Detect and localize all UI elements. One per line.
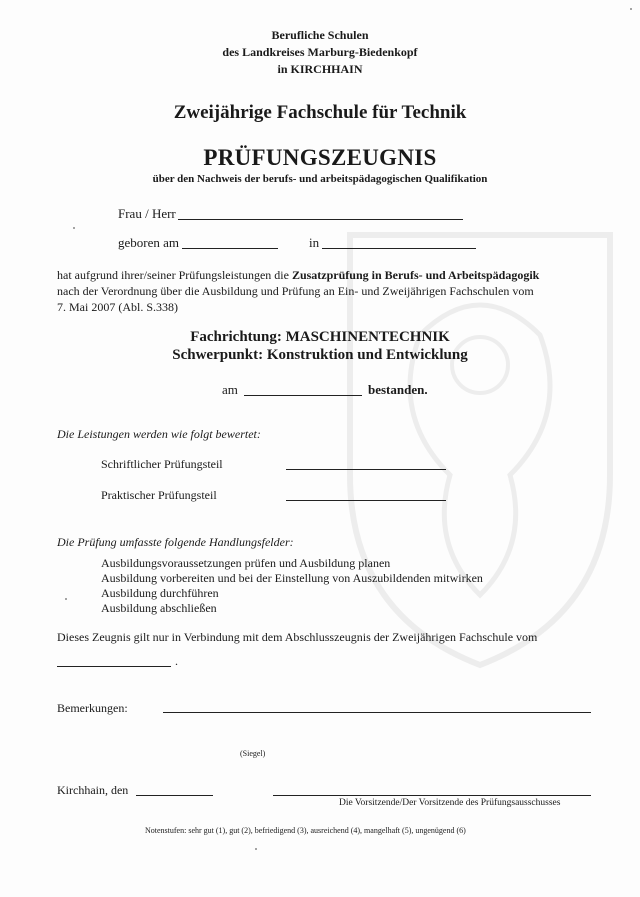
birthdate-line — [182, 248, 278, 249]
body-line-3: 7. Mai 2007 (Abl. S.338) — [57, 300, 178, 314]
body-line-2: nach der Verordnung über die Ausbildung und Prüfung an Ein- und Zweijährigen Fachschulen vom — [57, 284, 534, 298]
field-item: Ausbildung durchführen — [101, 586, 219, 600]
remarks-line — [163, 712, 591, 713]
document-subtitle: über den Nachweis der berufs- und arbeitspädagogischen Qualifikation — [152, 173, 488, 185]
place-date-line — [136, 795, 213, 796]
school-name-line-2: des Landkreises Marburg-Biedenkopf — [222, 45, 418, 59]
scan-speck — [630, 8, 632, 10]
specialization-field: Fachrichtung: MASCHINENTECHNIK — [190, 329, 450, 345]
body-line-1-prefix: hat aufgrund ihrer/seiner Prüfungsleistungen die — [57, 268, 292, 282]
final-certificate-date-line — [57, 666, 171, 667]
scan-speck — [73, 227, 75, 229]
practical-grade-line — [286, 500, 446, 501]
remarks-label: Bemerkungen: — [57, 701, 128, 715]
fields-heading: Die Prüfung umfasste folgende Handlungsfelder: — [57, 535, 294, 549]
school-name-line-1: Berufliche Schulen — [271, 28, 369, 42]
grade-scale: Notenstufen: sehr gut (1), gut (2), befriedigend (3), ausreichend (4), mangelhaft (5), ungenügend (6) — [145, 826, 466, 835]
written-grade-line — [286, 469, 446, 470]
written-part-label: Schriftlicher Prüfungsteil — [101, 457, 223, 471]
specialization-focus: Schwerpunkt: Konstruktion und Entwicklung — [172, 347, 468, 363]
passed-text: bestanden. — [368, 382, 428, 397]
validity-period: . — [175, 654, 178, 668]
body-line-1 — [57, 268, 539, 283]
birthplace-label: in — [309, 235, 320, 250]
birthdate-label: geboren am — [118, 235, 180, 250]
name-label: Frau / Herr — [118, 206, 176, 221]
birthplace-line — [322, 248, 476, 249]
signature-line — [273, 795, 591, 796]
passed-date-label: am — [222, 382, 238, 397]
name-line — [178, 219, 463, 220]
passed-date-line — [244, 395, 362, 396]
field-item: Ausbildung vorbereiten und bei der Einstellung von Auszubildenden mitwirken — [101, 571, 483, 585]
place-date-label: Kirchhain, den — [57, 783, 129, 797]
validity-text: Dieses Zeugnis gilt nur in Verbindung mit dem Abschlusszeugnis der Zweijährigen Fachschule vom — [57, 630, 538, 644]
school-type: Zweijährige Fachschule für Technik — [173, 102, 467, 123]
school-name-line-3: in KIRCHHAIN — [277, 62, 363, 76]
practical-part-label: Praktischer Prüfungsteil — [101, 488, 217, 502]
scan-speck — [65, 598, 67, 600]
seal-placeholder: (Siegel) — [240, 749, 266, 758]
field-item: Ausbildung abschließen — [101, 601, 217, 615]
grades-heading: Die Leistungen werden wie folgt bewertet: — [57, 427, 261, 441]
chair-signature-label: Die Vorsitzende/Der Vorsitzende des Prüfungsausschusses — [339, 798, 561, 808]
scan-speck — [255, 848, 257, 850]
field-item: Ausbildungsvoraussetzungen prüfen und Ausbildung planen — [101, 556, 391, 570]
document-title: PRÜFUNGSZEUGNIS — [203, 145, 437, 170]
exam-name: Zusatzprüfung in Berufs- und Arbeitspädagogik — [291, 268, 540, 282]
